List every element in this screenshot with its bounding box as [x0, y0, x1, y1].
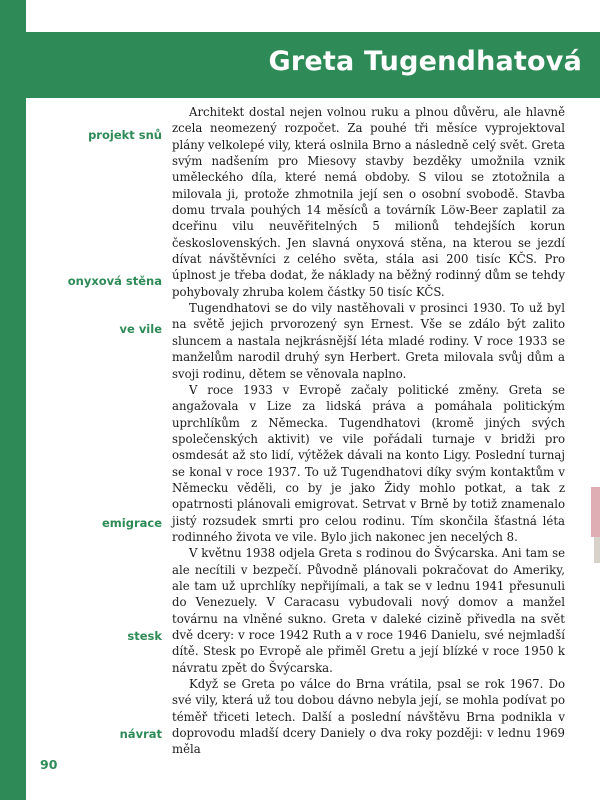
decorative-edge-mark [591, 487, 600, 537]
left-green-band [0, 0, 26, 800]
margin-keyword: projekt snů [88, 128, 162, 142]
body-text-column [172, 104, 565, 758]
margin-keyword: stesk [127, 629, 162, 643]
paragraph: V květnu 1938 odjela Greta s rodinou do Švýcarska. Ani tam se ale necítili v bezpečí. Původně plánovali pokračovat do Ameriky, ale tam už uprchlíky nepřijímali, a tak se v lednu 1941 přesunuli do Venezuely. V Caracasu vybudovali nový domov a manžel továrnu na vlněné sukno. Greta v daleké cizině přivedla na svět dvě dcery: v roce 1942 Ruth a v roce 1946 Danielu, své nejmladší dítě. Stesk po Evropě ale přiměl Gretu a její blízké v roce 1950 k návratu zpět do Švýcarska. [172, 546, 565, 675]
page-number: 90 [40, 757, 58, 772]
decorative-edge-mark-secondary [594, 537, 600, 563]
margin-keyword: onyxová stěna [67, 274, 162, 288]
paragraph: V roce 1933 v Evropě začaly politické změny. Greta se angažovala v Lize za lidská práva a pomáhala politickým uprchlíkům z Německa. Tugendhatovi (kromě jiných svých společenských aktivit) ve vile pořádali turnaje v bridži pro osmdesát až sto lidí, výtěžek dávali na konto Ligy. Poslední turnaj se konal v roce 1937. To už Tugendhatovi díky svým kontaktům v Německu věděli, co by je jako Židy mohlo potkat, a tak z opatrnosti plánovali emigrovat. Setrvat v Brně by totiž znamenalo jistý rozsudek smrti pro celou rodinu. Tím skončila šťastná léta rodinného života ve vile. Bylo jich nakonec jen necelých 8. [172, 382, 565, 544]
page-title: Greta Tugendhatová [268, 46, 582, 77]
paragraph: Když se Greta po válce do Brna vrátila, psal se rok 1967. Do své vily, která už tou dobou dávno nebyla její, se mohla podívat po téměř třiceti letech. Další a poslední návštěvu Brna podnikla v doprovodu mladší dcery Daniely o dva roky později: v lednu 1969 měla [172, 677, 565, 757]
margin-keyword-list [40, 106, 162, 746]
margin-keyword: návrat [119, 727, 162, 741]
margin-keyword: ve vile [119, 322, 162, 336]
paragraph: Architekt dostal nejen volnou ruku a plnou důvěru, ale hlavně zcela neomezený rozpočet. Za pouhé tři měsíce vyprojektoval plány velkolepé vily, která oslnila Brno a následně celý svět. Greta svým nadšením pro Miesovy stavby bezděky umožnila vznik uměleckého díla, které nemá obdoby. S vilou se ztotožnila a milovala ji, protože zhmotnila její sen o osobní svobodě. Stavba domu trvala pouhých 14 měsíců a továrník Löw-Beer zaplatil za dceřinu vilu neuvěřitelných 5 milionů tehdejších korun československých. Jen slavná onyxová stěna, na kterou se jezdí dívat návštěvníci z celého světa, stála asi 200 tisíc KČS. Pro úplnost je třeba dodat, že náklady na běžný rodinný dům se tehdy pohybovaly zhruba kolem částky 50 tisíc KČS. [172, 105, 565, 299]
margin-keyword: emigrace [101, 516, 162, 530]
paragraph: Tugendhatovi se do vily nastěhovali v prosinci 1930. To už byl na světě jejich prvorozený syn Ernest. Vše se zdálo být zalito sluncem a nastala nejkrásnější léta mladé rodiny. V roce 1933 se manželům narodil druhý syn Herbert. Greta milovala svůj dům a svoji rodinu, dětem se věnovala naplno. [172, 301, 565, 381]
